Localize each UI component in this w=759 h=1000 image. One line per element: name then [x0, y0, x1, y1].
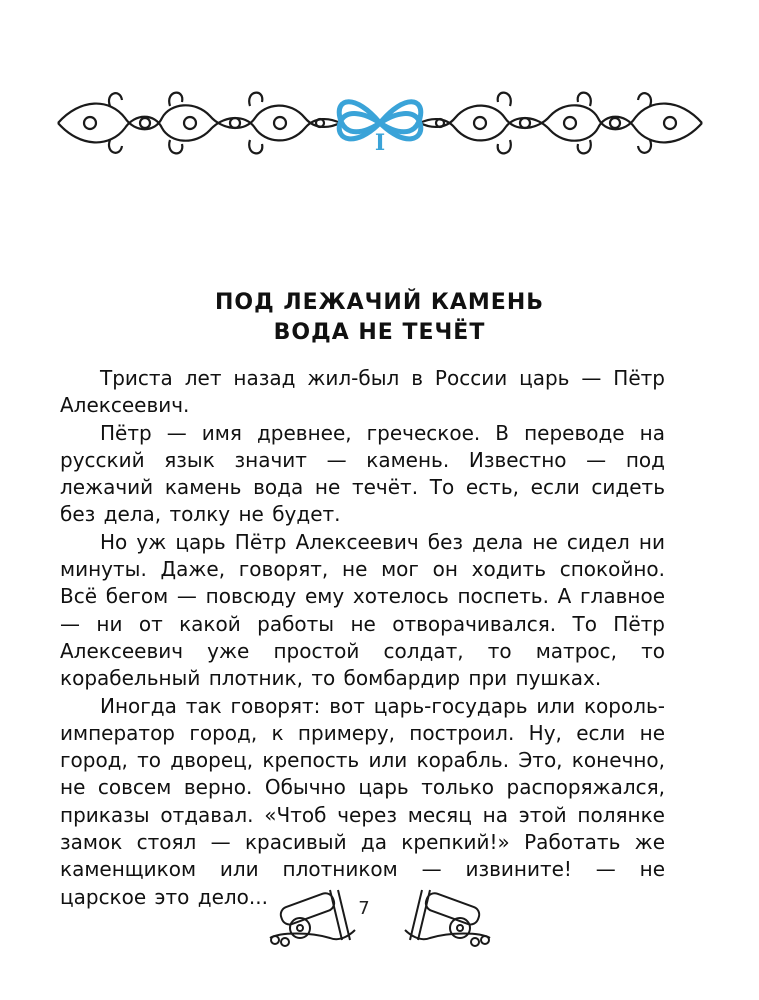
paragraph-3: Но уж царь Пётр Алексеевич без дела не сидел ни минуты. Даже, говорят, не мог он ходить спокойно. Всё бегом — повсюду ему хотелось поспеть. А главное — ни от какой работы не отворачивался. То Пётр Алексеевич уже простой солдат, то матрос, то корабельный плотник, то бомбардир при пушках. [60, 529, 665, 691]
footer-cannon-ornament [260, 880, 500, 950]
paragraph-2: Пётр — имя древнее, греческое. В переводе на русский язык значит — камень. Известно — под лежачий камень вода не течёт. То есть, если сидеть без дела, толку не будет. [60, 420, 665, 527]
chapter-title-line-2: ВОДА НЕ ТЕЧЁТ [273, 320, 486, 345]
paragraph-4: Иногда так говорят: вот царь-государь или король-император город, к примеру, построил. Ну, если не город, то дворец, крепость или корабль. Это, конечно, не совсем верно. Обычно царь только распоряжался, приказы отдавал. «Чтоб через месяц на этой полянке замок стоял — красивый да крепкий!» Работать же каменщиком или плотником — извините! — не царское это дело... [60, 693, 665, 909]
paragraph-1: Триста лет назад жил-был в России царь — Пётр Алексеевич. [60, 366, 665, 418]
top-ornament-scroll [50, 78, 710, 168]
chapter-title-line-1: ПОД ЛЕЖАЧИЙ КАМЕНЬ [215, 290, 544, 315]
monogram-letter: I [374, 130, 386, 156]
story-text [60, 365, 665, 911]
page-number: 7 [358, 898, 370, 919]
